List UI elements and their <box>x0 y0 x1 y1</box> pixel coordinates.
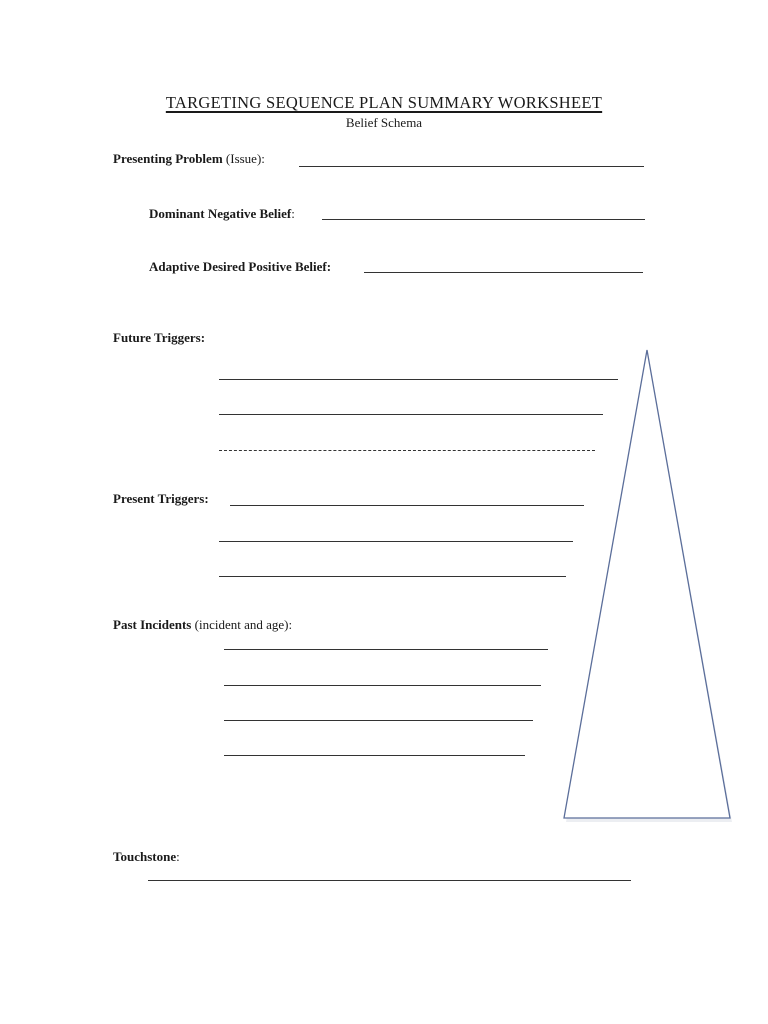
present-triggers-label-bold: Present Triggers: <box>113 491 209 506</box>
future-triggers-label-bold: Future Triggers: <box>113 330 206 345</box>
title-text: TARGETING SEQUENCE PLAN SUMMARY WORKSHEET <box>165 93 603 112</box>
presenting-problem-label-bold: Presenting Problem <box>113 151 223 166</box>
touchstone-hint: : <box>176 849 180 864</box>
presenting-problem-hint: (Issue): <box>222 151 265 166</box>
adaptive-positive-belief-label-bold: Adaptive Desired Positive Belief: <box>149 259 332 274</box>
past-incidents-hint: (incident and age): <box>191 617 293 632</box>
dominant-negative-belief-label-bold: Dominant Negative Belief <box>149 206 292 221</box>
touchstone-label-bold: Touchstone <box>113 849 177 864</box>
triangle-shape <box>564 350 730 818</box>
dominant-negative-belief-hint: : <box>291 206 295 221</box>
past-incidents-label-bold: Past Incidents <box>113 617 192 632</box>
worksheet-subtitle: Belief Schema <box>345 115 423 130</box>
